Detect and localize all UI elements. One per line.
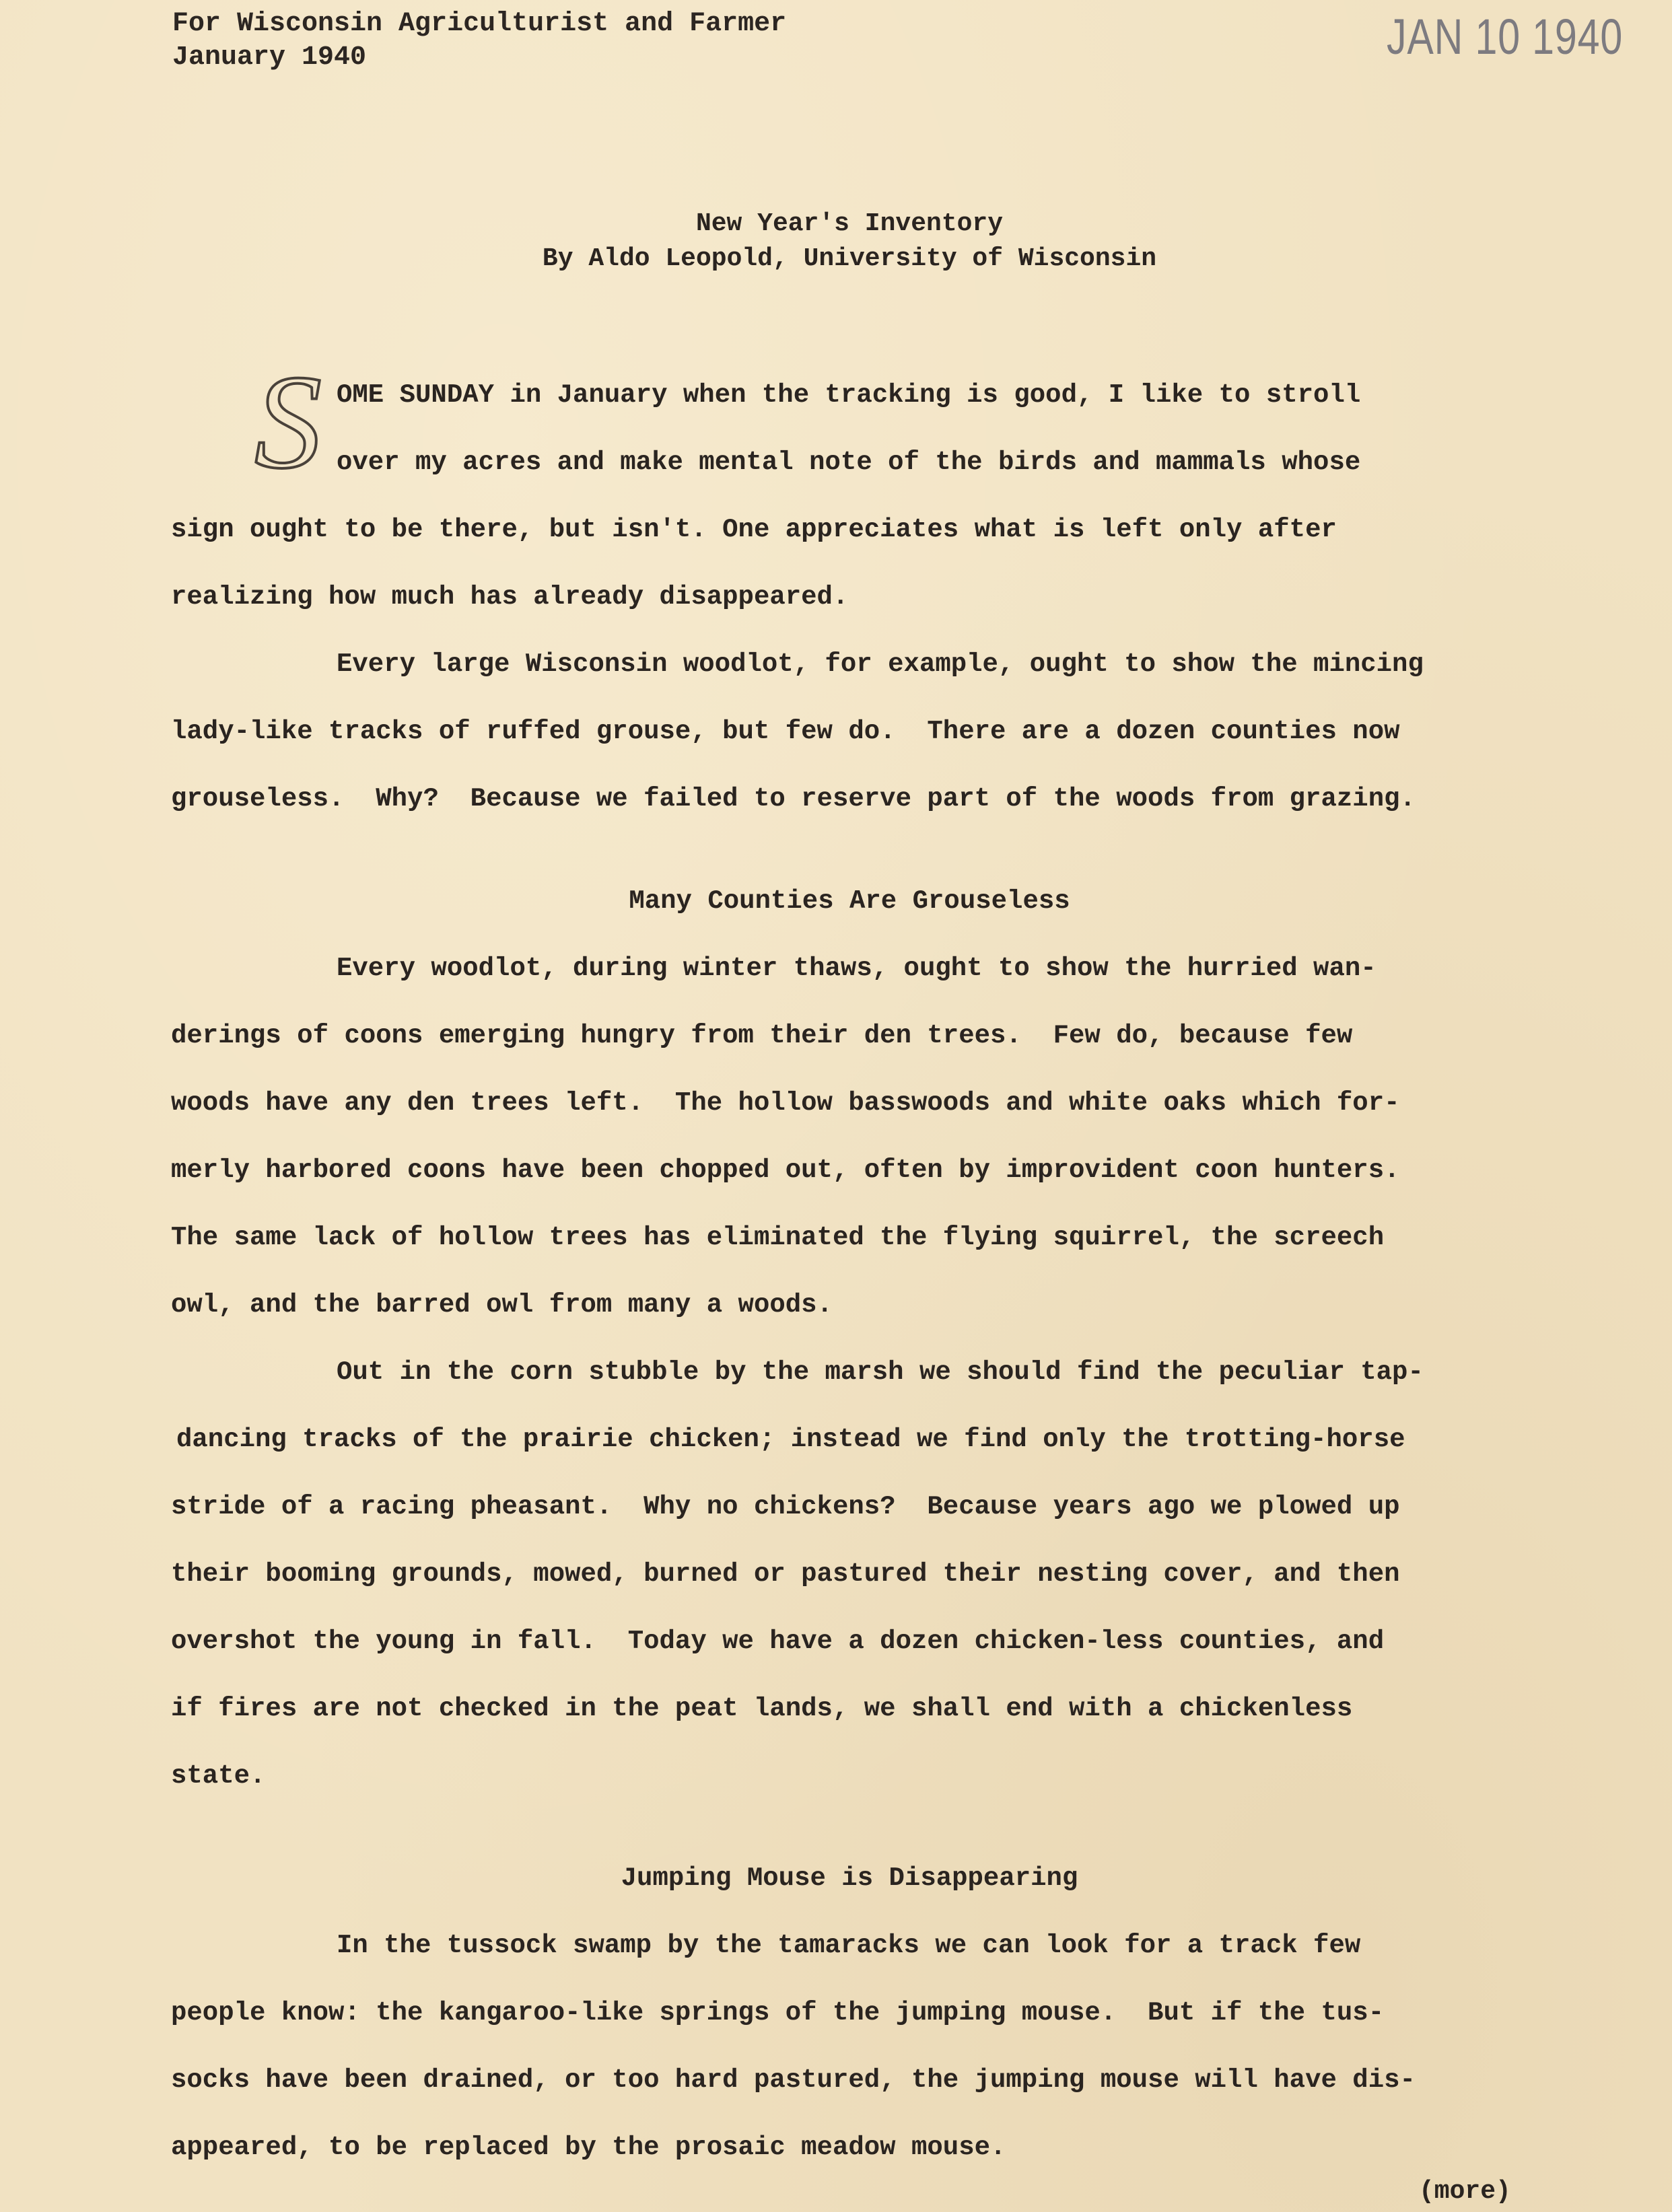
continued-marker: (more) bbox=[1419, 2177, 1511, 2206]
received-date-stamp: JAN 10 1940 bbox=[1387, 9, 1624, 65]
paragraph-line: owl, and the barred owl from many a woods. bbox=[171, 1290, 833, 1320]
paragraph-line: OME SUNDAY in January when the tracking is good, I like to stroll bbox=[337, 380, 1361, 410]
paragraph-line: Every large Wisconsin woodlot, for example, ought to show the mincing bbox=[337, 649, 1424, 679]
paragraph-line: merly harbored coons have been chopped out, often by improvident coon hunters. bbox=[171, 1155, 1400, 1185]
drop-cap-letter: S bbox=[254, 348, 322, 497]
paragraph-line: Out in the corn stubble by the marsh we should find the peculiar tap- bbox=[337, 1357, 1424, 1387]
subheading: Jumping Mouse is Disappearing bbox=[621, 1863, 1078, 1893]
date-line: January 1940 bbox=[172, 42, 367, 73]
paragraph-line: derings of coons emerging hungry from their den trees. Few do, because few bbox=[171, 1021, 1353, 1050]
paragraph-line: lady-like tracks of ruffed grouse, but few do. There are a dozen counties now bbox=[171, 717, 1400, 746]
paragraph-line: In the tussock swamp by the tamaracks we can look for a track few bbox=[337, 1931, 1361, 1960]
article-byline: By Aldo Leopold, University of Wisconsin bbox=[542, 244, 1157, 273]
paragraph-line: woods have any den trees left. The hollow basswoods and white oaks which for- bbox=[171, 1088, 1400, 1118]
paragraph-line: realizing how much has already disappeared. bbox=[171, 582, 849, 612]
paragraph-line: state. bbox=[171, 1761, 266, 1791]
paragraph-line: their booming grounds, mowed, burned or pastured their nesting cover, and then bbox=[171, 1559, 1400, 1589]
paragraph-line: dancing tracks of the prairie chicken; instead we find only the trotting-horse bbox=[176, 1425, 1405, 1454]
paragraph-line: overshot the young in fall. Today we have a dozen chicken-less counties, and bbox=[171, 1627, 1385, 1656]
paragraph-line: socks have been drained, or too hard pastured, the jumping mouse will have dis- bbox=[171, 2065, 1416, 2095]
paragraph-line: The same lack of hollow trees has eliminated the flying squirrel, the screech bbox=[171, 1223, 1385, 1252]
paragraph-line: if fires are not checked in the peat lands, we shall end with a chickenless bbox=[171, 1694, 1353, 1723]
paragraph-line: Every woodlot, during winter thaws, ought to show the hurried wan- bbox=[337, 954, 1377, 983]
paragraph-line: people know: the kangaroo-like springs of the jumping mouse. But if the tus- bbox=[171, 1998, 1385, 2028]
paragraph-line: over my acres and make mental note of the birds and mammals whose bbox=[337, 448, 1361, 477]
paragraph-line: sign ought to be there, but isn't. One appreciates what is left only after bbox=[171, 515, 1337, 544]
paragraph-line: stride of a racing pheasant. Why no chickens? Because years ago we plowed up bbox=[171, 1492, 1400, 1522]
subheading: Many Counties Are Grouseless bbox=[629, 886, 1070, 916]
paragraph-line: appeared, to be replaced by the prosaic meadow mouse. bbox=[171, 2133, 1006, 2162]
paragraph-line: grouseless. Why? Because we failed to reserve part of the woods from grazing. bbox=[171, 784, 1416, 814]
publication-line: For Wisconsin Agriculturist and Farmer bbox=[172, 9, 787, 39]
article-title: New Year's Inventory bbox=[695, 209, 1004, 238]
